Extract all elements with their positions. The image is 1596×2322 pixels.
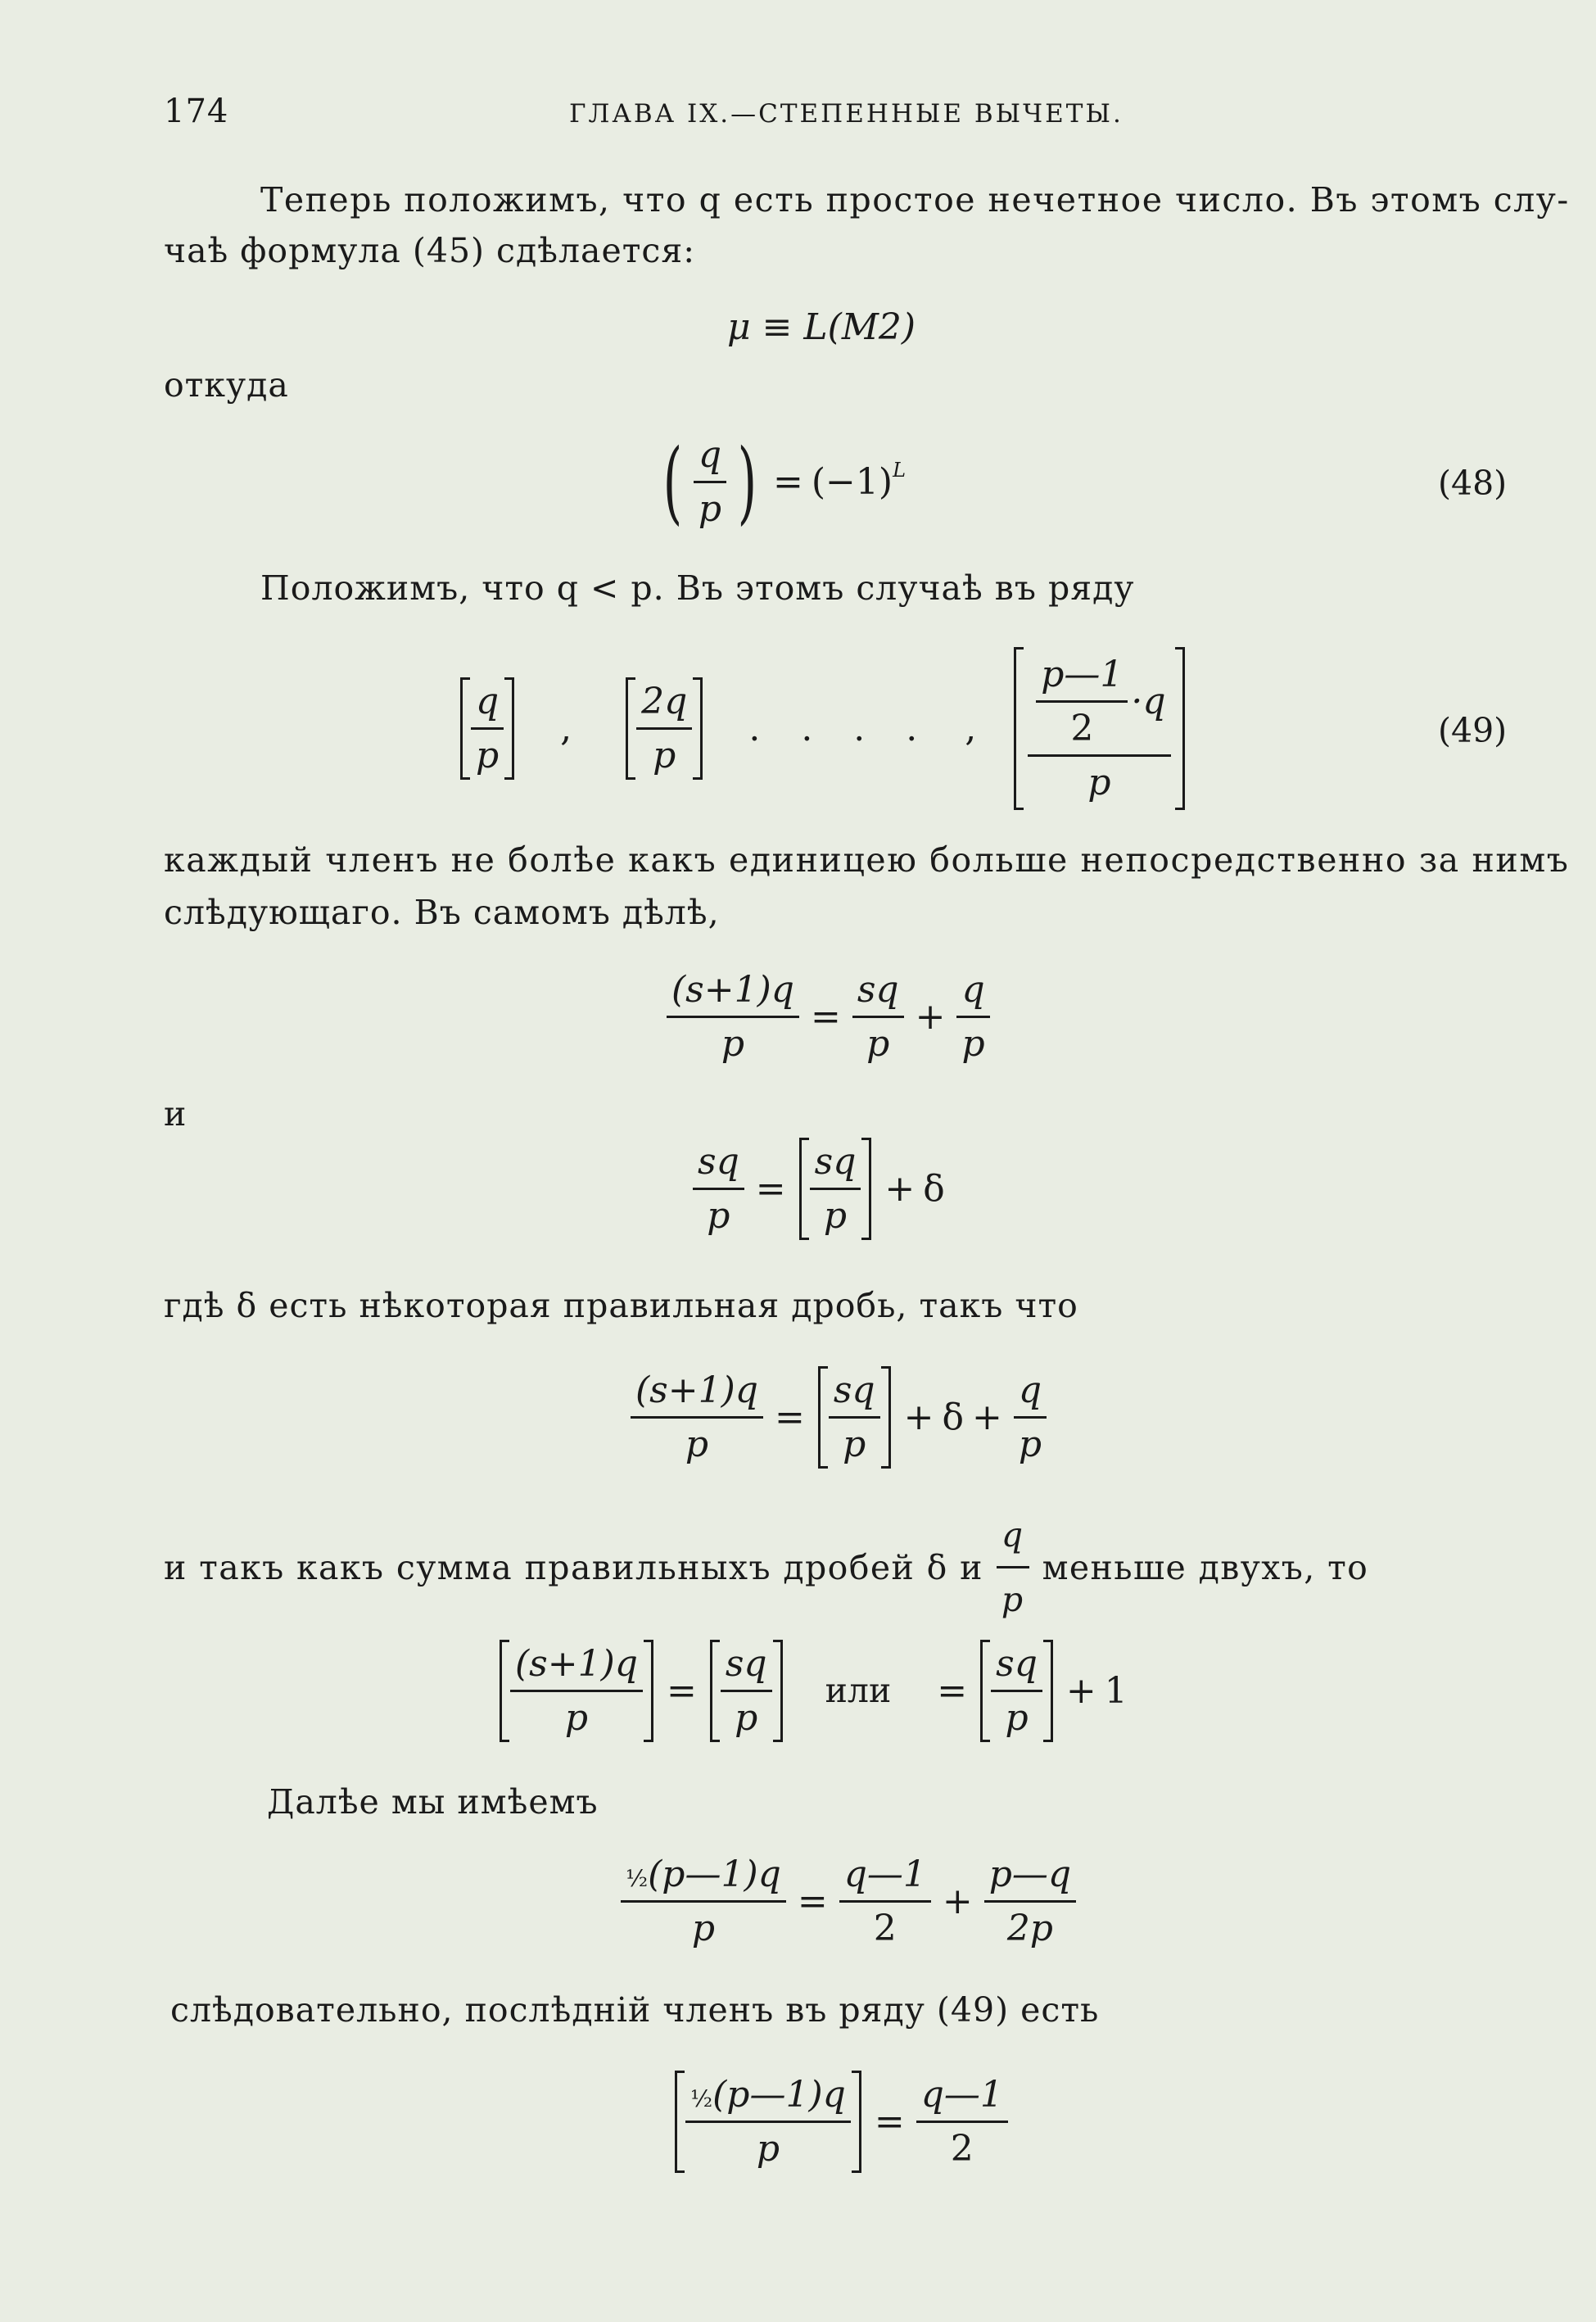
fraction: $\frac{q}{p}$ xyxy=(694,434,726,530)
equation-label: (48) xyxy=(1438,464,1508,503)
floor-bracket: $\frac{2q}{p}$ xyxy=(626,677,703,780)
equation-last-term: $\frac{\text{½(p—1)q}}{p}$ = $\frac{q—1}{2}$ xyxy=(670,2072,1011,2170)
equation-half: $\frac{\text{½(p—1)q}}{p}$ = $\frac{q—1}{2}$ + $\frac{p—q}{2p}$ xyxy=(617,1856,1079,1946)
paragraph-line: каждый членъ не болѣе какъ единицею больше непосредственно за нимъ xyxy=(164,840,1570,880)
floor-bracket: $\frac{q}{p}$ xyxy=(460,677,514,780)
paragraph-line: откуда xyxy=(164,365,289,405)
equation-floor-compare: $\frac{(s+1)q}{p}$ = $\frac{sq}{p}$ или = $\frac{sq}{p}$ + 1 xyxy=(495,1641,1128,1740)
paragraph-line: Далѣе мы имѣемъ xyxy=(267,1782,599,1822)
equation-s1: $\frac{(s+1)q}{p}$ = $\frac{sq}{p}$ + $\frac{q}{p}$ xyxy=(663,971,993,1061)
equation-48: ( $\frac{q}{p}$ ) = (−1) $^L$ xyxy=(662,429,907,534)
equation-mu: μ ≡ L(M2) xyxy=(727,306,916,348)
page-number: 174 xyxy=(164,93,229,130)
equation-s1-floor: $\frac{(s+1)q}{p}$ = $\frac{sq}{p}$ + δ + $\frac{q}{p}$ xyxy=(627,1368,1050,1466)
paragraph-line: слѣдующаго. Въ самомъ дѣлѣ, xyxy=(164,893,720,932)
paragraph-line: Положимъ, что q < p. Въ этомъ случаѣ въ ряду xyxy=(260,568,1135,608)
equation-label: (49) xyxy=(1438,711,1508,750)
equation-sq: $\frac{sq}{p}$ = $\frac{sq}{p}$ + δ xyxy=(689,1143,945,1233)
paragraph-line: Теперь положимъ, что q есть простое нечетное число. Въ этомъ слу- xyxy=(260,180,1570,220)
running-title: ГЛАВА IX.—СТЕПЕННЫЕ ВЫЧЕТЫ. xyxy=(569,99,1124,129)
paragraph-line: и такъ какъ сумма правильныхъ дробей δ и $\frac{q}{p}$ меньше двухъ, то xyxy=(164,1509,1368,1626)
paragraph-line: и xyxy=(164,1094,188,1134)
equation-49: $\frac{q}{p}$ , $\frac{2q}{p}$ . . . . , $\frac{p—1}{2}$ ·q p xyxy=(455,659,1274,798)
paragraph-line: чаѣ формула (45) сдѣлается: xyxy=(164,231,696,270)
paragraph-line: слѣдовательно, послѣднiй членъ въ ряду (49) есть xyxy=(170,1990,1100,2030)
paragraph-line: гдѣ δ есть нѣкоторая правильная дробь, такъ что xyxy=(164,1286,1078,1325)
floor-bracket: $\frac{p—1}{2}$ ·q p xyxy=(1014,647,1184,810)
